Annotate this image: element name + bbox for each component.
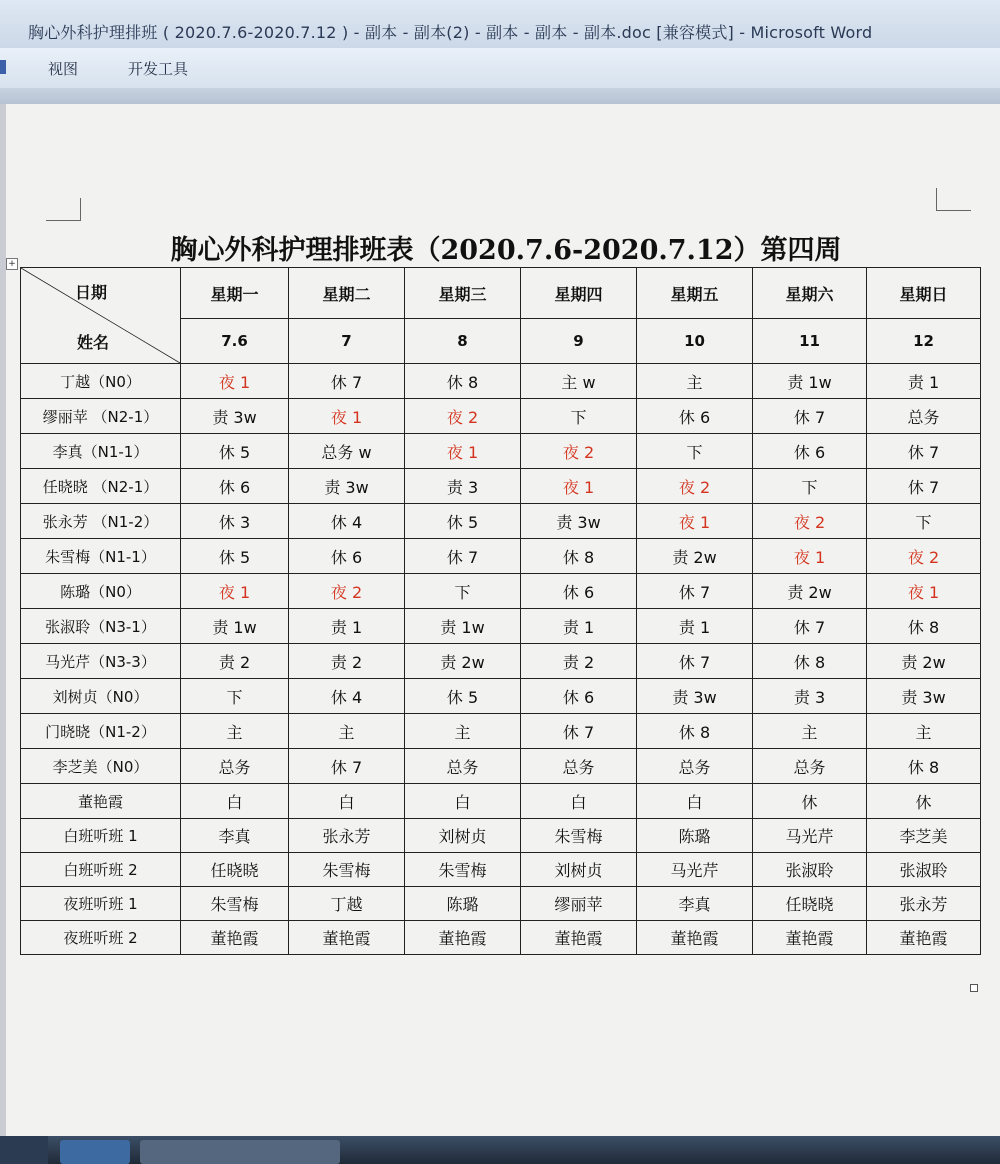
date-header-cell: 12: [867, 319, 981, 364]
table-row: [21, 714, 981, 749]
corner-date-label: 日期: [75, 283, 108, 302]
shift-cell: 责 1: [289, 609, 405, 644]
shift-cell: 夜 2: [521, 434, 637, 469]
shift-cell: 休 6: [181, 469, 289, 504]
staff-name-cell: 白班听班 1: [21, 819, 181, 853]
shift-cell: 夜 2: [405, 399, 521, 434]
weekday-header-cell: 星期一: [181, 268, 289, 319]
weekday-header-row: [21, 268, 981, 319]
weekday-header-cell: 星期五: [637, 268, 753, 319]
shift-cell: 总务: [181, 749, 289, 784]
shift-cell: 马光芹: [753, 819, 867, 853]
start-button[interactable]: [0, 1136, 48, 1164]
shift-cell: 责 1w: [753, 364, 867, 399]
staff-name-cell: 缪丽苹 （N2-1）: [21, 399, 181, 434]
shift-cell: 主: [289, 714, 405, 749]
shift-cell: 休 7: [867, 469, 981, 504]
shift-cell: 董艳霞: [753, 921, 867, 955]
shift-cell: 下: [637, 434, 753, 469]
shift-cell: 夜 1: [637, 504, 753, 539]
table-row: [21, 364, 981, 399]
shift-cell: 总务 w: [289, 434, 405, 469]
table-row: [21, 399, 981, 434]
staff-name-cell: 夜班听班 1: [21, 887, 181, 921]
shift-cell: 夜 1: [405, 434, 521, 469]
staff-name-cell: 张淑聆（N3-1）: [21, 609, 181, 644]
shift-cell: 休: [753, 784, 867, 819]
date-header-cell: 11: [753, 319, 867, 364]
shift-cell: 张永芳: [867, 887, 981, 921]
shift-cell: 刘树贞: [405, 819, 521, 853]
date-header-cell: 7: [289, 319, 405, 364]
shift-cell: 休 7: [289, 749, 405, 784]
shift-cell: 董艳霞: [405, 921, 521, 955]
shift-cell: 责 3w: [289, 469, 405, 504]
shift-cell: 休 8: [867, 749, 981, 784]
shift-cell: 张淑聆: [753, 853, 867, 887]
shift-cell: 李真: [181, 819, 289, 853]
shift-cell: 休 3: [181, 504, 289, 539]
shift-cell: 白: [405, 784, 521, 819]
shift-cell: 休 8: [521, 539, 637, 574]
staff-name-cell: 董艳霞: [21, 784, 181, 819]
table-resize-handle[interactable]: [970, 984, 978, 992]
staff-name-cell: 任晓晓 （N2-1）: [21, 469, 181, 504]
shift-cell: 休 8: [637, 714, 753, 749]
date-header-cell: 7.6: [181, 319, 289, 364]
shift-cell: 张永芳: [289, 819, 405, 853]
shift-cell: 休 7: [867, 434, 981, 469]
shift-cell: 白: [521, 784, 637, 819]
shift-cell: 白: [637, 784, 753, 819]
table-row: [21, 784, 981, 819]
table-row: [21, 921, 981, 955]
staff-name-cell: 李真（N1-1）: [21, 434, 181, 469]
shift-cell: 下: [867, 504, 981, 539]
shift-cell: 责 3w: [521, 504, 637, 539]
shift-cell: 休 7: [753, 609, 867, 644]
shift-cell: 休 6: [521, 574, 637, 609]
shift-cell: 任晓晓: [753, 887, 867, 921]
shift-cell: 董艳霞: [521, 921, 637, 955]
shift-cell: 责 3: [753, 679, 867, 714]
shift-cell: 缪丽苹: [521, 887, 637, 921]
shift-cell: 张淑聆: [867, 853, 981, 887]
weekday-header-cell: 星期四: [521, 268, 637, 319]
shift-cell: 责 1: [521, 609, 637, 644]
staff-name-cell: 夜班听班 2: [21, 921, 181, 955]
shift-cell: 夜 1: [753, 539, 867, 574]
table-row: [21, 644, 981, 679]
staff-name-cell: 刘树贞（N0）: [21, 679, 181, 714]
shift-cell: 总务: [867, 399, 981, 434]
tab-view[interactable]: 视图: [48, 60, 79, 78]
shift-cell: 主: [867, 714, 981, 749]
shift-cell: 主: [753, 714, 867, 749]
document-title: 胸心外科护理排班表（2020.7.6-2020.7.12）第四周: [170, 235, 842, 266]
date-header-cell: 9: [521, 319, 637, 364]
date-header-cell: 8: [405, 319, 521, 364]
table-row: [21, 679, 981, 714]
staff-name-cell: 丁越（N0）: [21, 364, 181, 399]
table-row: [21, 434, 981, 469]
weekday-header-cell: 星期三: [405, 268, 521, 319]
staff-name-cell: 马光芹（N3-3）: [21, 644, 181, 679]
shift-cell: 责 1w: [405, 609, 521, 644]
shift-cell: 责 3w: [637, 679, 753, 714]
shift-cell: 下: [521, 399, 637, 434]
shift-cell: 夜 1: [181, 364, 289, 399]
table-row: [21, 504, 981, 539]
shift-cell: 朱雪梅: [181, 887, 289, 921]
shift-cell: 休 8: [867, 609, 981, 644]
date-name-corner-cell: [21, 268, 181, 364]
shift-cell: 责 3w: [181, 399, 289, 434]
shift-cell: 责 2w: [405, 644, 521, 679]
shift-cell: 董艳霞: [181, 921, 289, 955]
shift-cell: 休 5: [405, 504, 521, 539]
shift-cell: 夜 1: [521, 469, 637, 504]
shift-cell: 休 6: [753, 434, 867, 469]
weekday-header-cell: 星期六: [753, 268, 867, 319]
corner-name-label: 姓名: [77, 333, 110, 352]
shift-cell: 总务: [753, 749, 867, 784]
ribbon-tab-edge[interactable]: [0, 60, 6, 74]
shift-cell: 夜 2: [867, 539, 981, 574]
page-margin-mark-right: [936, 188, 971, 211]
title-bar: [0, 0, 1000, 49]
taskbar-app-browser[interactable]: [60, 1140, 130, 1164]
document-page[interactable]: [6, 104, 1000, 1136]
shift-cell: 李芝美: [867, 819, 981, 853]
shift-cell: 休 7: [637, 644, 753, 679]
staff-name-cell: 陈璐（N0）: [21, 574, 181, 609]
shift-cell: 夜 2: [637, 469, 753, 504]
shift-cell: 休: [867, 784, 981, 819]
table-row: [21, 819, 981, 853]
shift-cell: 休 7: [289, 364, 405, 399]
shift-cell: 白: [289, 784, 405, 819]
date-header-cell: 10: [637, 319, 753, 364]
shift-cell: 责 2: [289, 644, 405, 679]
shift-cell: 董艳霞: [289, 921, 405, 955]
shift-cell: 休 6: [637, 399, 753, 434]
tab-developer[interactable]: 开发工具: [128, 60, 189, 78]
shift-cell: 责 2w: [753, 574, 867, 609]
shift-cell: 休 7: [405, 539, 521, 574]
taskbar-app-word[interactable]: [140, 1140, 340, 1164]
shift-cell: 白: [181, 784, 289, 819]
shift-cell: 休 5: [181, 434, 289, 469]
shift-cell: 丁越: [289, 887, 405, 921]
shift-cell: 休 8: [405, 364, 521, 399]
shift-cell: 主: [405, 714, 521, 749]
shift-cell: 休 7: [637, 574, 753, 609]
staff-name-cell: 朱雪梅（N1-1）: [21, 539, 181, 574]
shift-cell: 陈璐: [637, 819, 753, 853]
shift-cell: 董艳霞: [637, 921, 753, 955]
shift-cell: 夜 2: [289, 574, 405, 609]
staff-name-cell: 门晓晓（N1-2）: [21, 714, 181, 749]
document-area[interactable]: [0, 104, 1000, 1136]
shift-cell: 休 7: [753, 399, 867, 434]
shift-cell: 主: [637, 364, 753, 399]
shift-cell: 责 2: [521, 644, 637, 679]
table-row: [21, 853, 981, 887]
ribbon-collapsed-strip: [0, 88, 1000, 104]
shift-cell: 李真: [637, 887, 753, 921]
shift-cell: 责 2: [181, 644, 289, 679]
staff-name-cell: 李芝美（N0）: [21, 749, 181, 784]
schedule-table[interactable]: [20, 267, 981, 955]
shift-cell: 责 2w: [867, 644, 981, 679]
table-row: [21, 469, 981, 504]
page-margin-mark-left: [46, 198, 81, 221]
shift-cell: 朱雪梅: [521, 819, 637, 853]
shift-cell: 责 2w: [637, 539, 753, 574]
shift-cell: 夜 1: [867, 574, 981, 609]
staff-name-cell: 张永芳 （N1-2）: [21, 504, 181, 539]
shift-cell: 刘树贞: [521, 853, 637, 887]
shift-cell: 休 4: [289, 679, 405, 714]
shift-cell: 主: [181, 714, 289, 749]
shift-cell: 总务: [405, 749, 521, 784]
shift-cell: 下: [753, 469, 867, 504]
shift-cell: 夜 1: [181, 574, 289, 609]
table-row: [21, 609, 981, 644]
taskbar: [0, 1136, 1000, 1164]
table-row: [21, 539, 981, 574]
shift-cell: 休 5: [405, 679, 521, 714]
shift-cell: 夜 2: [753, 504, 867, 539]
shift-cell: 责 1: [867, 364, 981, 399]
shift-cell: 休 6: [289, 539, 405, 574]
shift-cell: 责 1w: [181, 609, 289, 644]
shift-cell: 夜 1: [289, 399, 405, 434]
shift-cell: 休 8: [753, 644, 867, 679]
weekday-header-cell: 星期日: [867, 268, 981, 319]
shift-cell: 董艳霞: [867, 921, 981, 955]
ribbon-tabs: [0, 48, 1000, 89]
table-row: [21, 887, 981, 921]
shift-cell: 责 1: [637, 609, 753, 644]
staff-name-cell: 白班听班 2: [21, 853, 181, 887]
shift-cell: 休 7: [521, 714, 637, 749]
shift-cell: 主 w: [521, 364, 637, 399]
shift-cell: 任晓晓: [181, 853, 289, 887]
table-row: [21, 574, 981, 609]
weekday-header-cell: 星期二: [289, 268, 405, 319]
shift-cell: 陈璐: [405, 887, 521, 921]
shift-cell: 下: [405, 574, 521, 609]
shift-cell: 马光芹: [637, 853, 753, 887]
shift-cell: 总务: [521, 749, 637, 784]
shift-cell: 责 3: [405, 469, 521, 504]
shift-cell: 责 3w: [867, 679, 981, 714]
table-move-handle-icon[interactable]: +: [6, 258, 18, 270]
shift-cell: 休 4: [289, 504, 405, 539]
shift-cell: 总务: [637, 749, 753, 784]
shift-cell: 下: [181, 679, 289, 714]
shift-cell: 朱雪梅: [405, 853, 521, 887]
table-row: [21, 749, 981, 784]
shift-cell: 休 6: [521, 679, 637, 714]
shift-cell: 休 5: [181, 539, 289, 574]
window-title: 胸心外科护理排班 ( 2020.7.6-2020.7.12 ) - 副本 - 副本(2) - 副本 - 副本 - 副本.doc [兼容模式] - Microsoft Word: [28, 23, 873, 42]
shift-cell: 朱雪梅: [289, 853, 405, 887]
